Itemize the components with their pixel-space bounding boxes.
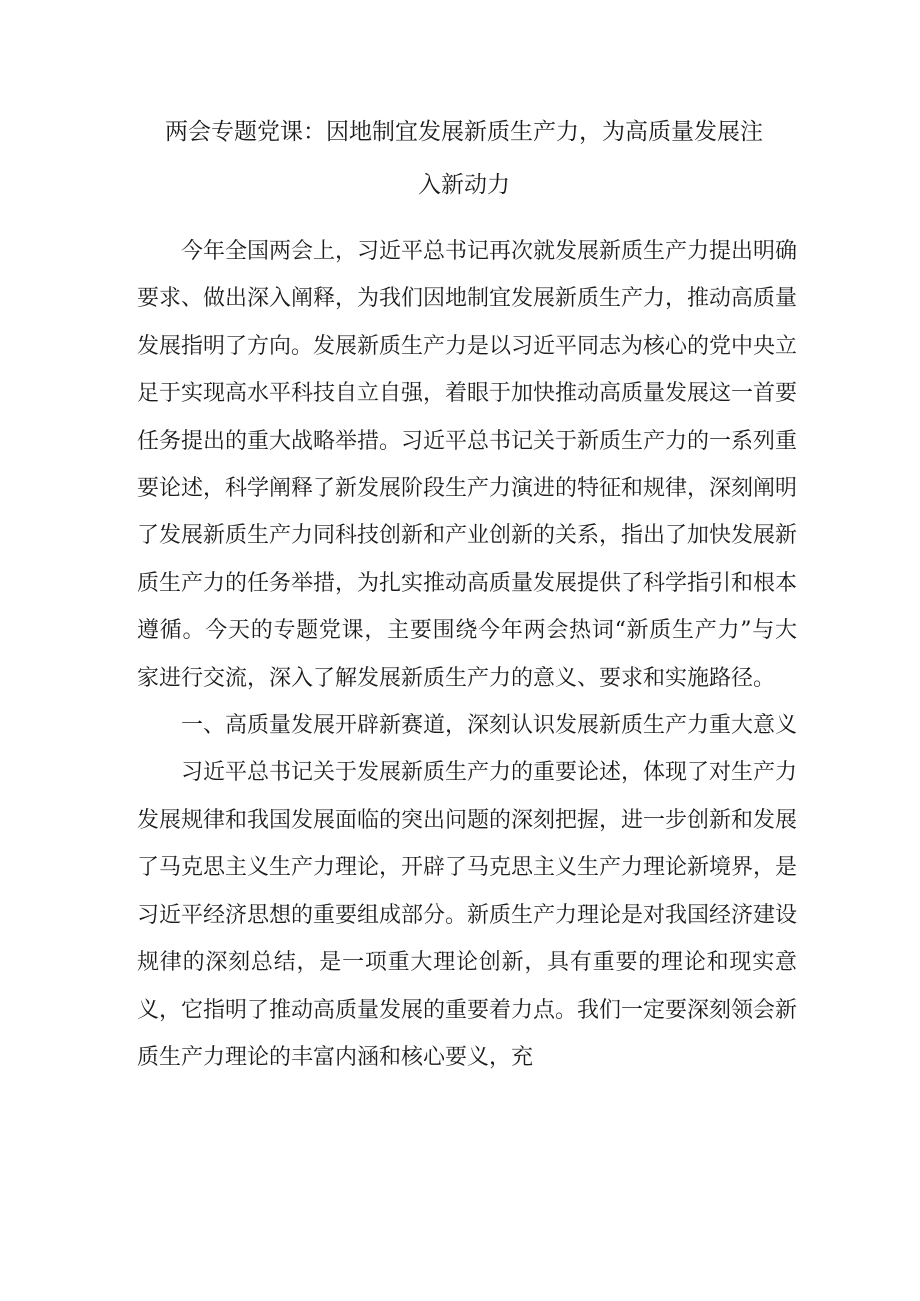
document-body xyxy=(137,228,797,1081)
paragraph-section-1: 习近平总书记关于发展新质生产力的重要论述，体现了对生产力发展规律和我国发展面临的突出问题的深刻把握，进一步创新和发展了马克思主义生产力理论，开辟了马克思主义生产力理论新境界，是习近平经济思想的重要组成部分。新质生产力理论是对我国经济建设规律的深刻总结，是一项重大理论创新，具有重要的理论和现实意义，它指明了推动高质量发展的重要着力点。我们一定要深刻领会新质生产力理论的丰富内涵和核心要义，充 xyxy=(137,760,798,1070)
document-title-line-1: 两会专题党课：因地制宜发展新质生产力，为高质量发展注 xyxy=(165,119,763,145)
section-heading-1: 一、高质量发展开辟新赛道，深刻认识发展新质生产力重大意义 xyxy=(181,713,798,739)
document-title-line-2: 入新动力 xyxy=(418,172,510,198)
paragraph-intro: 今年全国两会上，习近平总书记再次就发展新质生产力提出明确要求、做出深入阐释，为我们因地制宜发展新质生产力，推动高质量发展指明了方向。发展新质生产力是以习近平同志为核心的党中央立足于实现高水平科技自立自强，着眼于加快推动高质量发展这一首要任务提出的重大战略举措。习近平总书记关于新质生产力的一系列重要论述，科学阐释了新发展阶段生产力演进的特征和规律，深刻阐明了发展新质生产力同科技创新和产业创新的关系，指出了加快发展新质生产力的任务举措，为扎实推动高质量发展提供了科学指引和根本遵循。今天的专题党课，主要围绕今年两会热词“新质生产力”与大家进行交流，深入了解发展新质生产力的意义、要求和实施路径。 xyxy=(137,239,798,691)
